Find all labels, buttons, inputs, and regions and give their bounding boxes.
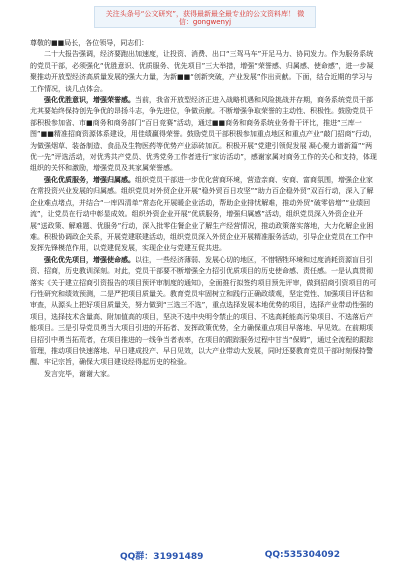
- paragraph-projects: [30, 255, 378, 369]
- paragraph-superiority: [30, 95, 378, 175]
- salutation: 尊敬的■■局长，各位领导，同志们：: [30, 39, 149, 47]
- paragraph-intro: [30, 49, 378, 95]
- qq-group-number: QQ群：31991489: [120, 551, 204, 562]
- section-heading-superiority: 强化优胜意识，增强荣誉感。: [44, 96, 135, 105]
- paragraph-superiority-text: 当前，我省开放型经济正进入战略机遇和风险挑战并存期，商务系统党员干部尤其要始终保持创先争优的昂扬斗志，争先进位，争做贡献。不断增强争取荣誉的主动性、积极性。鼓励党员干部积极参加省、市■商务和商务部门“百日竞赛”活动，通过■■商务和商务系统业务骨干评比，推进“三库一图”■■精准招商资源体系建设，用佳绩赢得荣誉。鼓励党员干部积极参加重点地区和重点产业“敲门招商”行动，为做强烟草、装备制造、食品及生物医药等优势产业添砖加瓦。积极开展“党建引领促发展 凝心聚力谱新篇”“两优一先”评选活动，对优秀共产党员、优秀党务工作者进行“家访活动”，感谢家属对商务工作的关心和支持，体现组织的关怀和激励，增强党员及其家属荣誉感。: [30, 96, 377, 173]
- qq-contact-number: QQ:535304092: [264, 550, 340, 560]
- paragraph-intro-text: 二十大报告强调，经济要跑出加速度，让投资、消费、出口“三驾马车”开足马力、协同发力。作为服务系统的党员干部，必须强化“优胜意识、优质服务、优先项目”三大举措，增强“荣誉感、归属感、使命感”，进一步凝聚推动开放型经济高质量发展的强大力量，为新■■“创新突破，产业发展”作出贡献。下面，结合近期的学习与工作情况，谈几点体会。: [30, 50, 374, 93]
- promo-banner: [94, 6, 316, 28]
- paragraph-projects-text: 以往，一些经济薄弱、发展心切的地区，不惜牺牲环境和过度消耗资源盲目引资、招商，历史教训深刻。对此，党员干部要不断增强全力招引优质项目的历史使命感、责任感。一是认真贯彻落实《关于建立招商引资报告的项目预评审制度的通知》，全面推行拟签约项目预先评审，做到招商引资项目的可行性研究和绩效预测，二是严把项目质量关。教育党员牢固树立和践行正确政绩观，坚定党性、加强项目评估和审查，从源头上把好项目质量关，努力做到“三选三不选”，重点选择发展本地优势的项目，选择产业带动性强的项目，选择技术含量高、附加值高的项目，坚决不选中央明令禁止的项目、不选高耗能高污染项目、不选落后产能项目。三是引导党员勇当大项目引进的开拓者、发挥政策优势，全力确保重点项目早落地、早见效。在前期项目招引中勇当拓荒者，在项目推进的一线争当者表率，在项目的跟踪服务过程中甘当“保姆”，通过全流程的跟踪管理，推动项目快速落地、早日建成投产、早日见效，以大产业带动大发展，同时还要教育党员干部时刻保持警醒、牢记宗旨，确保大项目建设经得起历史的检验。: [30, 255, 377, 367]
- paragraph-service-text: 组织党员干部进一步优化营商环境，营造亲商、安商、富商氛围，增强企业家在常投资兴业发展的归属感。组织党员对外贸企业开展“稳外贸百日攻坚”“助力百企稳外贸”双百行动，深入了解企业难点堵点，并结合“一库四清单”常态化开展暖企业活动，帮助企业排忧解难，推动外贸“破零倍增”“业绩回流”，让党员在行动中彰显成效。组织外资企业开展“优质服务，增强归属感”活动，组织党员深入外资企业开展“送政策、解难题、优服务”行动，深入批零住餐企业了解生产经营情况，推动政策落实落地，大力化解企业困难。积极协调政企关系，开展党建联建活动，组织党员深入外贸企业开展精准服务活动，引导企业党员在工作中发挥先锋模范作用，以党建促发展，实现企业与党建互促共进。: [30, 175, 374, 253]
- section-heading-service: 强化优质服务，增强归属感。: [44, 175, 135, 184]
- section-heading-projects: 强化优先项目，增强使命感。: [44, 255, 135, 264]
- paragraph-service: [30, 175, 378, 255]
- paragraph-closing-text: 发言完毕，谢谢大家。: [44, 369, 114, 378]
- document-body: [30, 38, 378, 508]
- paragraph-closing: [30, 369, 378, 380]
- promo-banner-text: 关注头条号“公文研究”，获得最新最全最专业的公文资料库！ 微信：gongwenyj: [105, 10, 305, 26]
- footer-contact: [120, 549, 340, 561]
